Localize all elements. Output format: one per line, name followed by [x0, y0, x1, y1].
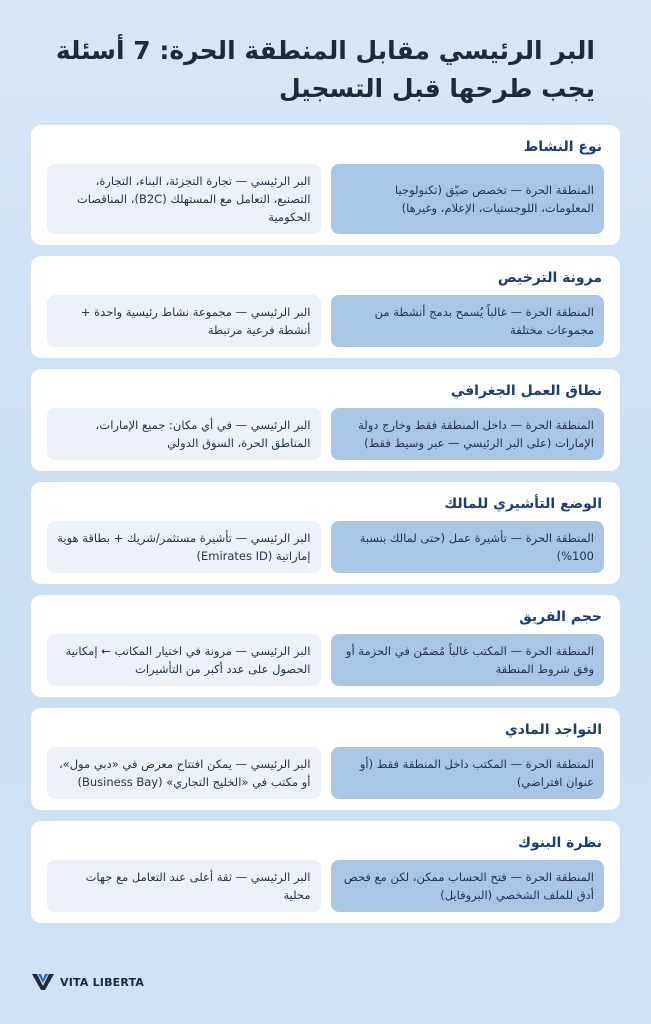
comparison-row	[47, 408, 604, 460]
free-zone-box: المنطقة الحرة — المكتب داخل المنطقة فقط (أو عنوان افتراضي)	[331, 747, 605, 799]
mainland-box: البر الرئيسي — ثقة أعلى عند التعامل مع جهات محلية	[47, 860, 321, 912]
card-title: التواجد المادي	[504, 722, 602, 738]
comparison-row	[47, 634, 604, 686]
card-title: مرونة الترخيص	[497, 270, 602, 286]
card-title: نوع النشاط	[523, 139, 602, 155]
question-card-geographic-scope	[31, 369, 620, 471]
mainland-box: البر الرئيسي — في أي مكان: جميع الإمارات، المناطق الحرة، السوق الدولي	[47, 408, 321, 460]
free-zone-box: المنطقة الحرة — داخل المنطقة فقط وخارج دولة الإمارات (على البر الرئيسي — عبر وسيط فقط)	[331, 408, 605, 460]
comparison-row	[47, 521, 604, 573]
mainland-box: البر الرئيسي — تجارة التجزئة، البناء، التجارة، التصنيع، التعامل مع المستهلك (B2C)، المناقصات الحكومية	[47, 164, 321, 234]
comparison-cards	[31, 125, 620, 934]
question-card-physical-presence	[31, 708, 620, 810]
card-title: نطاق العمل الجغرافي	[450, 383, 602, 399]
question-card-activity-type	[31, 125, 620, 245]
brand-name: VITA LIBERTA	[60, 975, 145, 989]
question-card-license-flexibility	[31, 256, 620, 358]
mainland-box: البر الرئيسي — مجموعة نشاط رئيسية واحدة + أنشطة فرعية مرتبطة	[47, 295, 321, 347]
brand-logo	[32, 974, 144, 990]
free-zone-box: المنطقة الحرة — فتح الحساب ممكن، لكن مع فحص أدق للملف الشخصي (البروفايل)	[331, 860, 605, 912]
mainland-box: البر الرئيسي — تأشيرة مستثمر/شريك + بطاقة هوية إماراتية (Emirates ID)	[47, 521, 321, 573]
card-title: الوضع التأشيري للمالك	[444, 496, 602, 512]
comparison-row	[47, 164, 604, 234]
free-zone-box: المنطقة الحرة — تأشيرة عمل (حتى لمالك بنسبة 100%)	[331, 521, 605, 573]
comparison-row	[47, 860, 604, 912]
mainland-box: البر الرئيسي — يمكن افتتاح معرض في «دبي مول»، أو مكتب في «الخليج التجاري» (Business Bay)	[47, 747, 321, 799]
free-zone-box: المنطقة الحرة — المكتب غالباً مُضمّن في الحزمة أو وفق شروط المنطقة	[331, 634, 605, 686]
free-zone-box: المنطقة الحرة — غالباً يُسمح بدمج أنشطة من مجموعات مختلفة	[331, 295, 605, 347]
comparison-row	[47, 747, 604, 799]
page-title: البر الرئيسي مقابل المنطقة الحرة: 7 أسئلة يجب طرحها قبل التسجيل	[55, 36, 595, 103]
free-zone-box: المنطقة الحرة — تخصص ضيّق (تكنولوجيا المعلومات، اللوجستيات، الإعلام، وغيرها)	[331, 164, 605, 234]
question-card-bank-view	[31, 821, 620, 923]
mainland-box: البر الرئيسي — مرونة في اختيار المكاتب ← إمكانية الحصول على عدد أكبر من التأشيرات	[47, 634, 321, 686]
question-card-owner-visa	[31, 482, 620, 584]
vita-liberta-logo-icon	[32, 974, 54, 990]
comparison-row	[47, 295, 604, 347]
question-card-team-size	[31, 595, 620, 697]
card-title: حجم الفريق	[519, 609, 602, 625]
card-title: نظرة البنوك	[518, 835, 602, 851]
